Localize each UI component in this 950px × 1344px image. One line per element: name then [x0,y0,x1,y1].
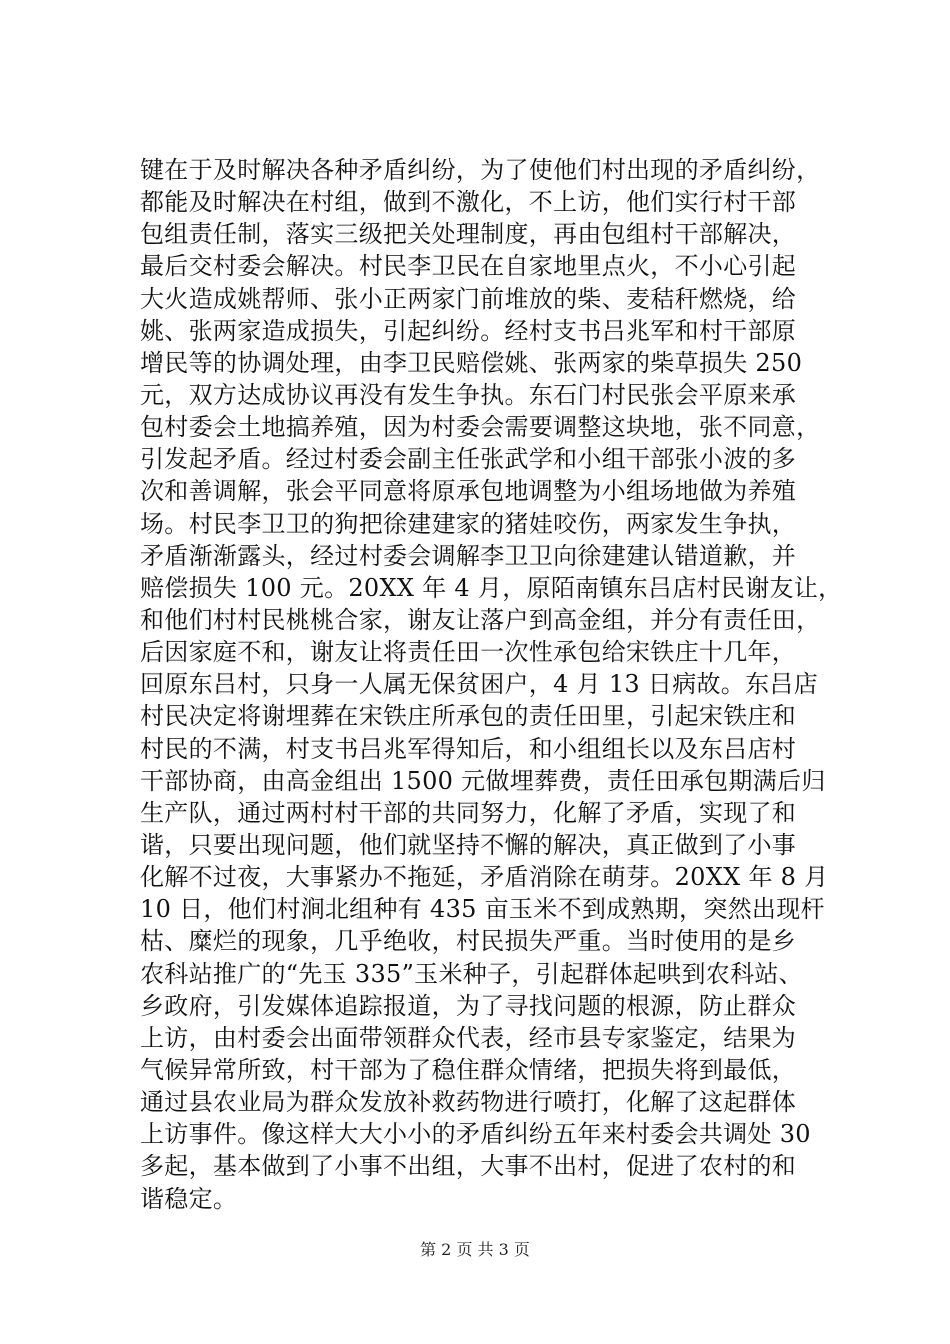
body-line: 和他们村村民桃桃合家，谢友让落户到高金组，并分有责任田， [140,605,821,634]
body-line: 上访，由村委会出面带领群众代表，经市县专家鉴定，结果为 [140,1023,797,1052]
body-line: 姚、张两家造成损失，引起纠纷。经村支书吕兆军和村干部原 [140,316,797,345]
body-line: 后因家庭不和，谢友让将责任田一次性承包给宋铁庄十几年， [140,638,797,667]
body-line: 都能及时解决在村组，做到不激化，不上访，他们实行村干部 [140,188,797,217]
body-line: 上访事件。像这样大大小小的矛盾纠纷五年来村委会共调处 30 [140,1120,811,1149]
body-line: 包村委会土地搞养殖，因为村委会需要调整这块地，张不同意， [140,413,821,442]
body-line: 引发起矛盾。经过村委会副主任张武学和小组干部张小波的多 [140,445,797,474]
body-line: 大火造成姚帮师、张小正两家门前堆放的柴、麦秸秆燃烧，给 [140,284,797,313]
body-line: 干部协商，由高金组出 1500 元做埋葬费，责任田承包期满后归 [140,766,826,795]
body-line: 回原东吕村，只身一人属无保贫困户，4 月 13 日病故。东吕店 [140,670,818,699]
body-line: 村民决定将谢埋葬在宋铁庄所承包的责任田里，引起宋铁庄和 [140,702,797,731]
body-line: 10 日，他们村涧北组种有 435 亩玉米不到成熟期，突然出现杆 [140,895,825,924]
body-line: 多起，基本做到了小事不出组，大事不出村，促进了农村的和 [140,1152,797,1181]
body-line: 场。村民李卫卫的狗把徐建建家的猪娃咬伤，两家发生争执， [140,509,797,538]
body-line: 包组责任制，落实三级把关处理制度，再由包组村干部解决， [140,220,797,249]
body-line: 农科站推广的“先玉 335”玉米种子，引起群体起哄到农科站、 [140,959,803,988]
body-line: 赔偿损失 100 元。20XX 年 4 月，原陌南镇东吕店村民谢友让， [140,573,843,602]
body-line: 生产队，通过两村村干部的共同努力，化解了矛盾，实现了和 [140,798,797,827]
body-line: 矛盾渐渐露头，经过村委会调解李卫卫向徐建建认错道歉，并 [140,541,797,570]
body-line: 谐，只要出现问题，他们就坚持不懈的解决，真正做到了小事 [140,830,797,859]
body-line: 乡政府，引发媒体追踪报道，为了寻找问题的根源，防止群众 [140,991,797,1020]
document-body [140,154,843,1215]
body-line: 最后交村委会解决。村民李卫民在自家地里点火，不小心引起 [140,252,797,281]
body-line: 枯、糜烂的现象，几乎绝收，村民损失严重。当时使用的是乡 [140,927,797,956]
body-line: 增民等的协调处理，由李卫民赔偿姚、张两家的柴草损失 250 [140,348,803,377]
body-line: 谐稳定。 [140,1184,238,1213]
body-line: 键在于及时解决各种矛盾纠纷，为了使他们村出现的矛盾纠纷， [140,156,821,184]
body-line: 化解不过夜，大事紧办不拖延，矛盾消除在萌芽。20XX 年 8 月 [140,863,829,892]
body-line: 村民的不满，村支书吕兆军得知后，和小组组长以及东吕店村 [140,734,797,763]
body-line: 元，双方达成协议再没有发生争执。东石门村民张会平原来承 [140,380,797,409]
body-line: 次和善调解，张会平同意将原承包地调整为小组场地做为养殖 [140,477,797,506]
page-number-footer: 第 2 页 共 3 页 [420,1240,530,1259]
body-line: 通过县农业局为群众发放补救药物进行喷打，化解了这起群体 [140,1088,797,1117]
body-line: 气候异常所致，村干部为了稳住群众情绪，把损失将到最低， [140,1055,797,1084]
